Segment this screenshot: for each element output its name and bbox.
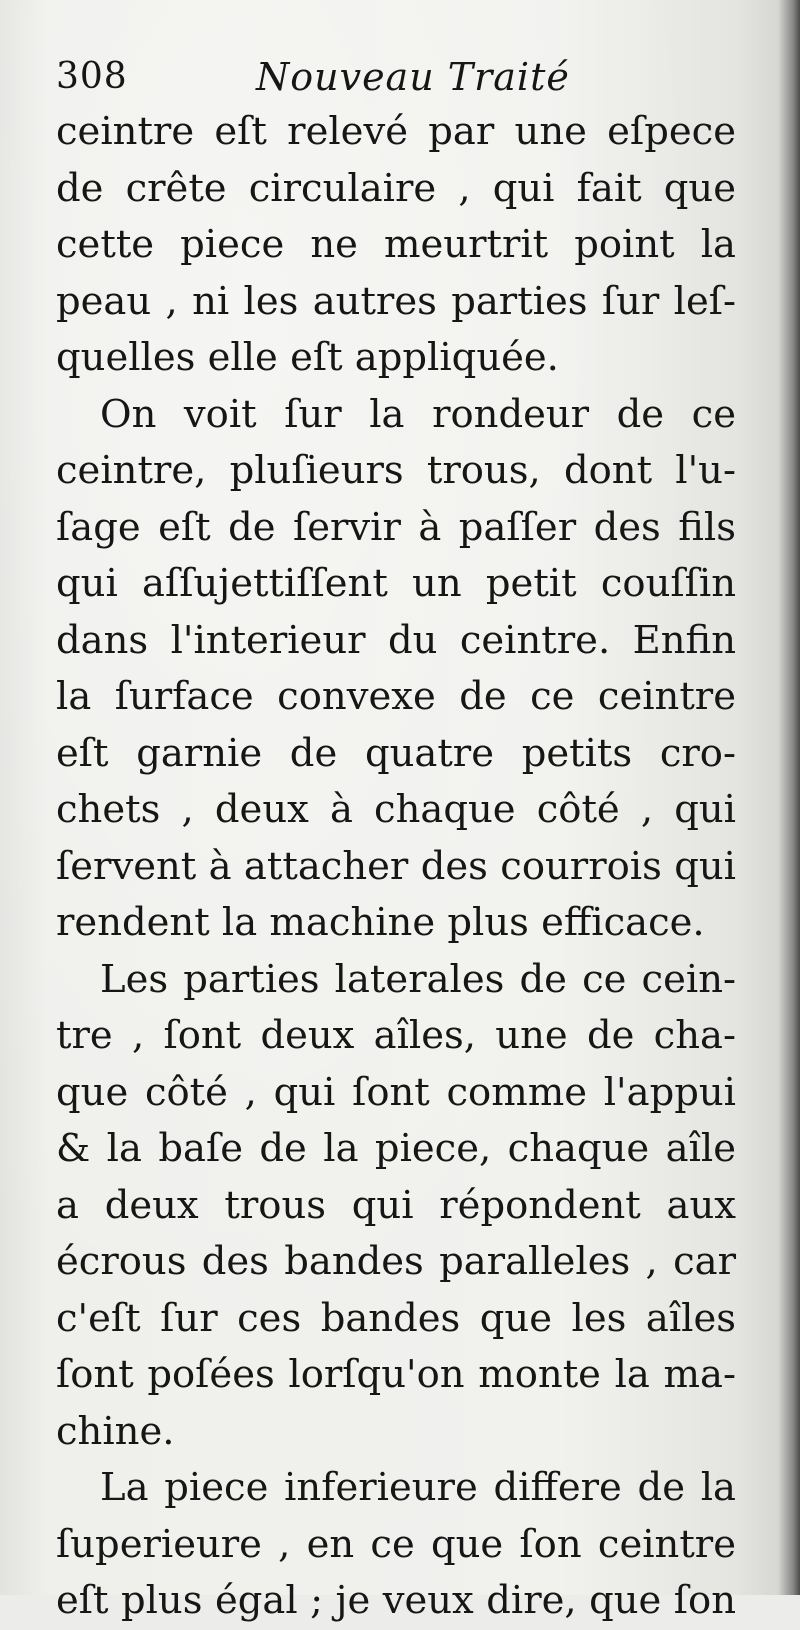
text-line: a deux trous qui répondent aux	[56, 1182, 736, 1228]
text-line: ceintre, pluſieurs trous, dont l'u-	[56, 448, 736, 493]
text-line: ceintre eſt relevé par une eſpece	[56, 109, 736, 154]
text-line: eſt plus égal ; je veux dire, que ſon	[56, 1578, 736, 1623]
text-line: cette piece ne meurtrit point la	[56, 222, 736, 267]
text-line: c'eſt ſur ces bandes que les aîles	[56, 1295, 736, 1341]
text-line: chets , deux à chaque côté , qui	[56, 787, 736, 832]
text-line: quelles elle eſt appliquée.	[56, 335, 559, 380]
text-line: chine.	[56, 1408, 175, 1454]
text-line: que côté , qui ſont comme l'appui	[56, 1069, 736, 1115]
page-header	[56, 52, 736, 102]
text-line: ſervent à attacher des courrois qui	[56, 843, 736, 889]
running-head: Nouveau Traité	[256, 55, 570, 99]
page-number: 308	[56, 56, 128, 97]
text-line: ſuperieure , en ce que ſon ceintre	[56, 1521, 736, 1567]
body-text	[56, 104, 736, 1630]
text-line: La piece inferieure differe de la	[100, 1465, 736, 1510]
text-line: écrous des bandes paralleles , car	[56, 1239, 736, 1284]
text-line: dans l'interieur du ceintre. Enfin	[56, 617, 736, 663]
text-line: eſt garnie de quatre petits cro-	[56, 730, 736, 776]
text-line: & la baſe de la piece, chaque aîle	[56, 1126, 736, 1171]
text-line: la ſurface convexe de ce ceintre	[56, 674, 736, 719]
text-line: ſage eſt de ſervir à paſſer des fils	[56, 504, 736, 550]
text-line: peau , ni les autres parties ſur leſ-	[56, 278, 736, 324]
text-line: ſont poſées lorſqu'on monte la ma-	[56, 1352, 736, 1397]
text-line: tre , ſont deux aîles, une de cha-	[56, 1013, 736, 1058]
page-edge-shadow	[778, 0, 800, 1595]
text-line: qui aſſujettiſſent un petit couſſin	[56, 561, 736, 606]
text-line: de crête circulaire , qui fait que	[56, 165, 736, 211]
text-line: rendent la machine plus efficace.	[56, 900, 705, 945]
text-line: Les parties laterales de ce cein-	[100, 956, 736, 1002]
text-line: On voit ſur la rondeur de ce	[100, 391, 736, 437]
